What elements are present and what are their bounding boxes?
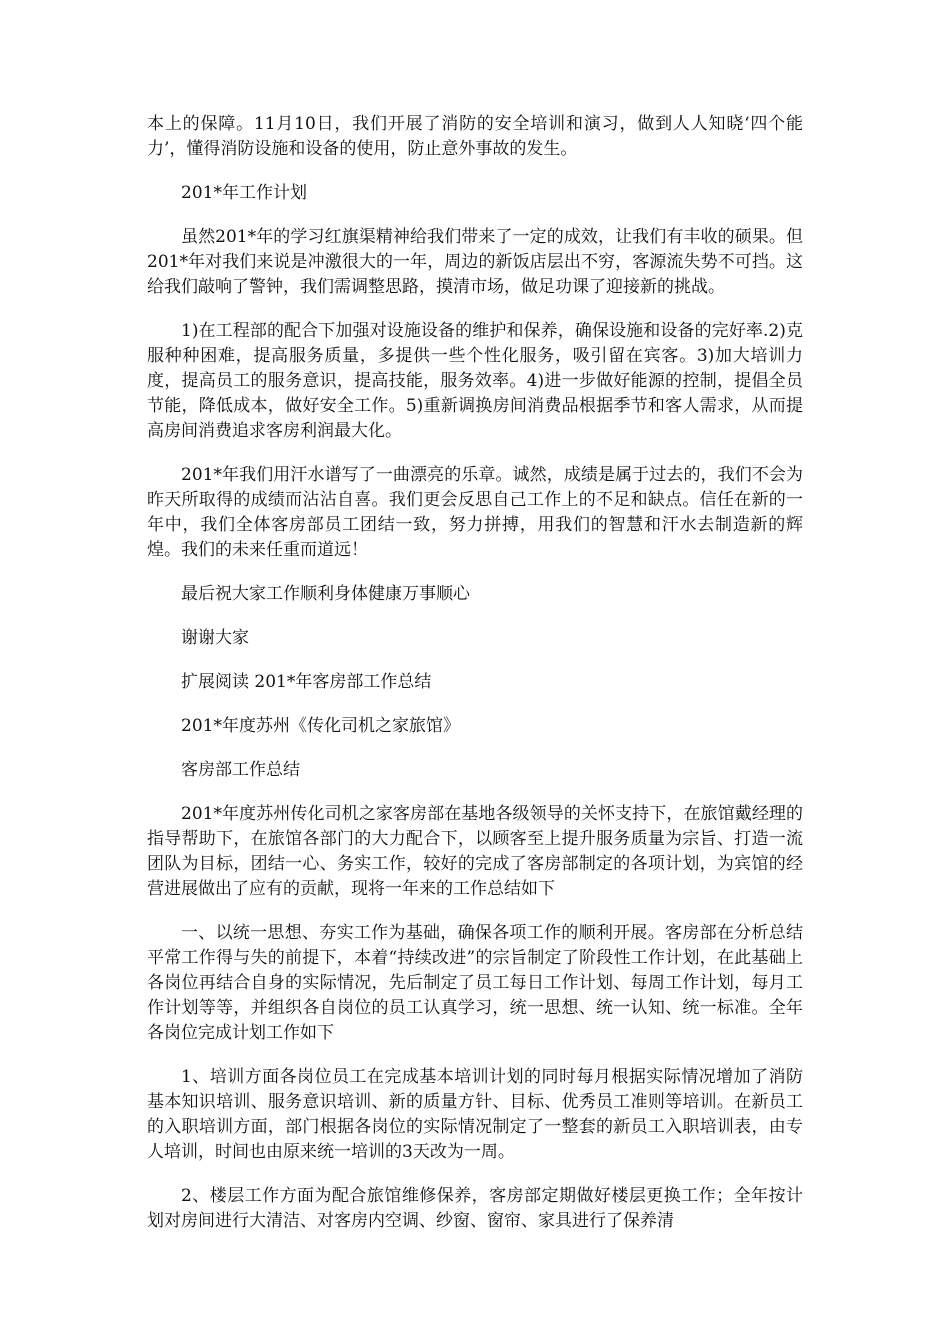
paragraph-training: 1、培训方面各岗位员工在完成基本培训计划的同时每月根据实际情况增加了消防基本知识培训、服务意识培训、新的质量方针、目标、优秀员工准则等培训。在新员工的入职培训方面，部门根据各岗位的实际情况制定了一整套的新员工入职培训表，由专人培训，时间也由原来统一培训的3天改为一周。 bbox=[147, 1067, 803, 1162]
heading-work-plan: 201*年工作计划 bbox=[181, 183, 307, 203]
paragraph-floor-work: 2、楼层工作方面为配合旅馆维修保养，客房部定期做好楼层更换工作；全年按计划对房间进行大清洁、对客房内空调、纱窗、窗帘、家具进行了保养清 bbox=[147, 1186, 803, 1231]
paragraph-continuation: 本上的保障。11月10日，我们开展了消防的安全培训和演习，做到人人知晓‘四个能力’，懂得消防设施和设备的使用，防止意外事故的发生。 bbox=[147, 114, 803, 159]
document-page bbox=[147, 112, 803, 1253]
paragraph-summary: 201*年我们用汗水谱写了一曲漂亮的乐章。诚然，成绩是属于过去的，我们不会为昨天所取得的成绩而沾沾自喜。我们更会反思自己工作上的不足和缺点。信任在新的一年中，我们全体客房部员工团结一致，努力拼搏，用我们的智慧和汗水去制造新的辉煌。我们的未来任重而道远！ bbox=[147, 465, 803, 560]
paragraph-thanks: 谢谢大家 bbox=[181, 628, 249, 648]
paragraph-plan-items: 1)在工程部的配合下加强对设施设备的维护和保养，确保设施和设备的完好率.2)克服种种困难，提高服务质量，多提供一些个性化服务，吸引留在宾客。3)加大培训力度，提高员工的服务意识，提高技能，服务效率。4)进一步做好能源的控制，提倡全员节能，降低成本，做好安全工作。5)重新调换房间消费品根据季节和客人需求，从而提高房间消费追求客房利润最大化。 bbox=[147, 321, 803, 441]
heading-hotel-name: 201*年度苏州《传化司机之家旅馆》 bbox=[181, 716, 460, 736]
heading-extended-reading: 扩展阅读 201*年客房部工作总结 bbox=[181, 672, 432, 692]
paragraph-wishes: 最后祝大家工作顺利身体健康万事顺心 bbox=[181, 584, 470, 604]
heading-department-summary: 客房部工作总结 bbox=[181, 760, 300, 780]
paragraph-section-one: 一、以统一思想、夯实工作为基础，确保各项工作的顺利开展。客房部在分析总结平常工作得与失的前提下，本着“持续改进”的宗旨制定了阶段性工作计划，在此基础上各岗位再结合自身的实际情况，先后制定了员工每日工作计划、每周工作计划，每月工作计划等等，并组织各自岗位的员工认真学习，统一思想、统一认知、统一标准。全年各岗位完成计划工作如下 bbox=[147, 923, 803, 1043]
paragraph-plan-intro: 虽然201*年的学习红旗渠精神给我们带来了一定的成效，让我们有丰收的硕果。但201*年对我们来说是冲激很大的一年，周边的新饭店层出不穷，客源流失势不可挡。这给我们敲响了警钟，我们需调整思路，摸清市场，做足功课了迎接新的挑战。 bbox=[147, 227, 803, 297]
paragraph-annual-overview: 201*年度苏州传化司机之家客房部在基地各级领导的关怀支持下，在旅馆戴经理的指导帮助下，在旅馆各部门的大力配合下，以顾客至上提升服务质量为宗旨、打造一流团队为目标，团结一心、务实工作，较好的完成了客房部制定的各项计划，为宾馆的经营进展做出了应有的贡献，现将一年来的工作总结如下 bbox=[147, 804, 803, 899]
